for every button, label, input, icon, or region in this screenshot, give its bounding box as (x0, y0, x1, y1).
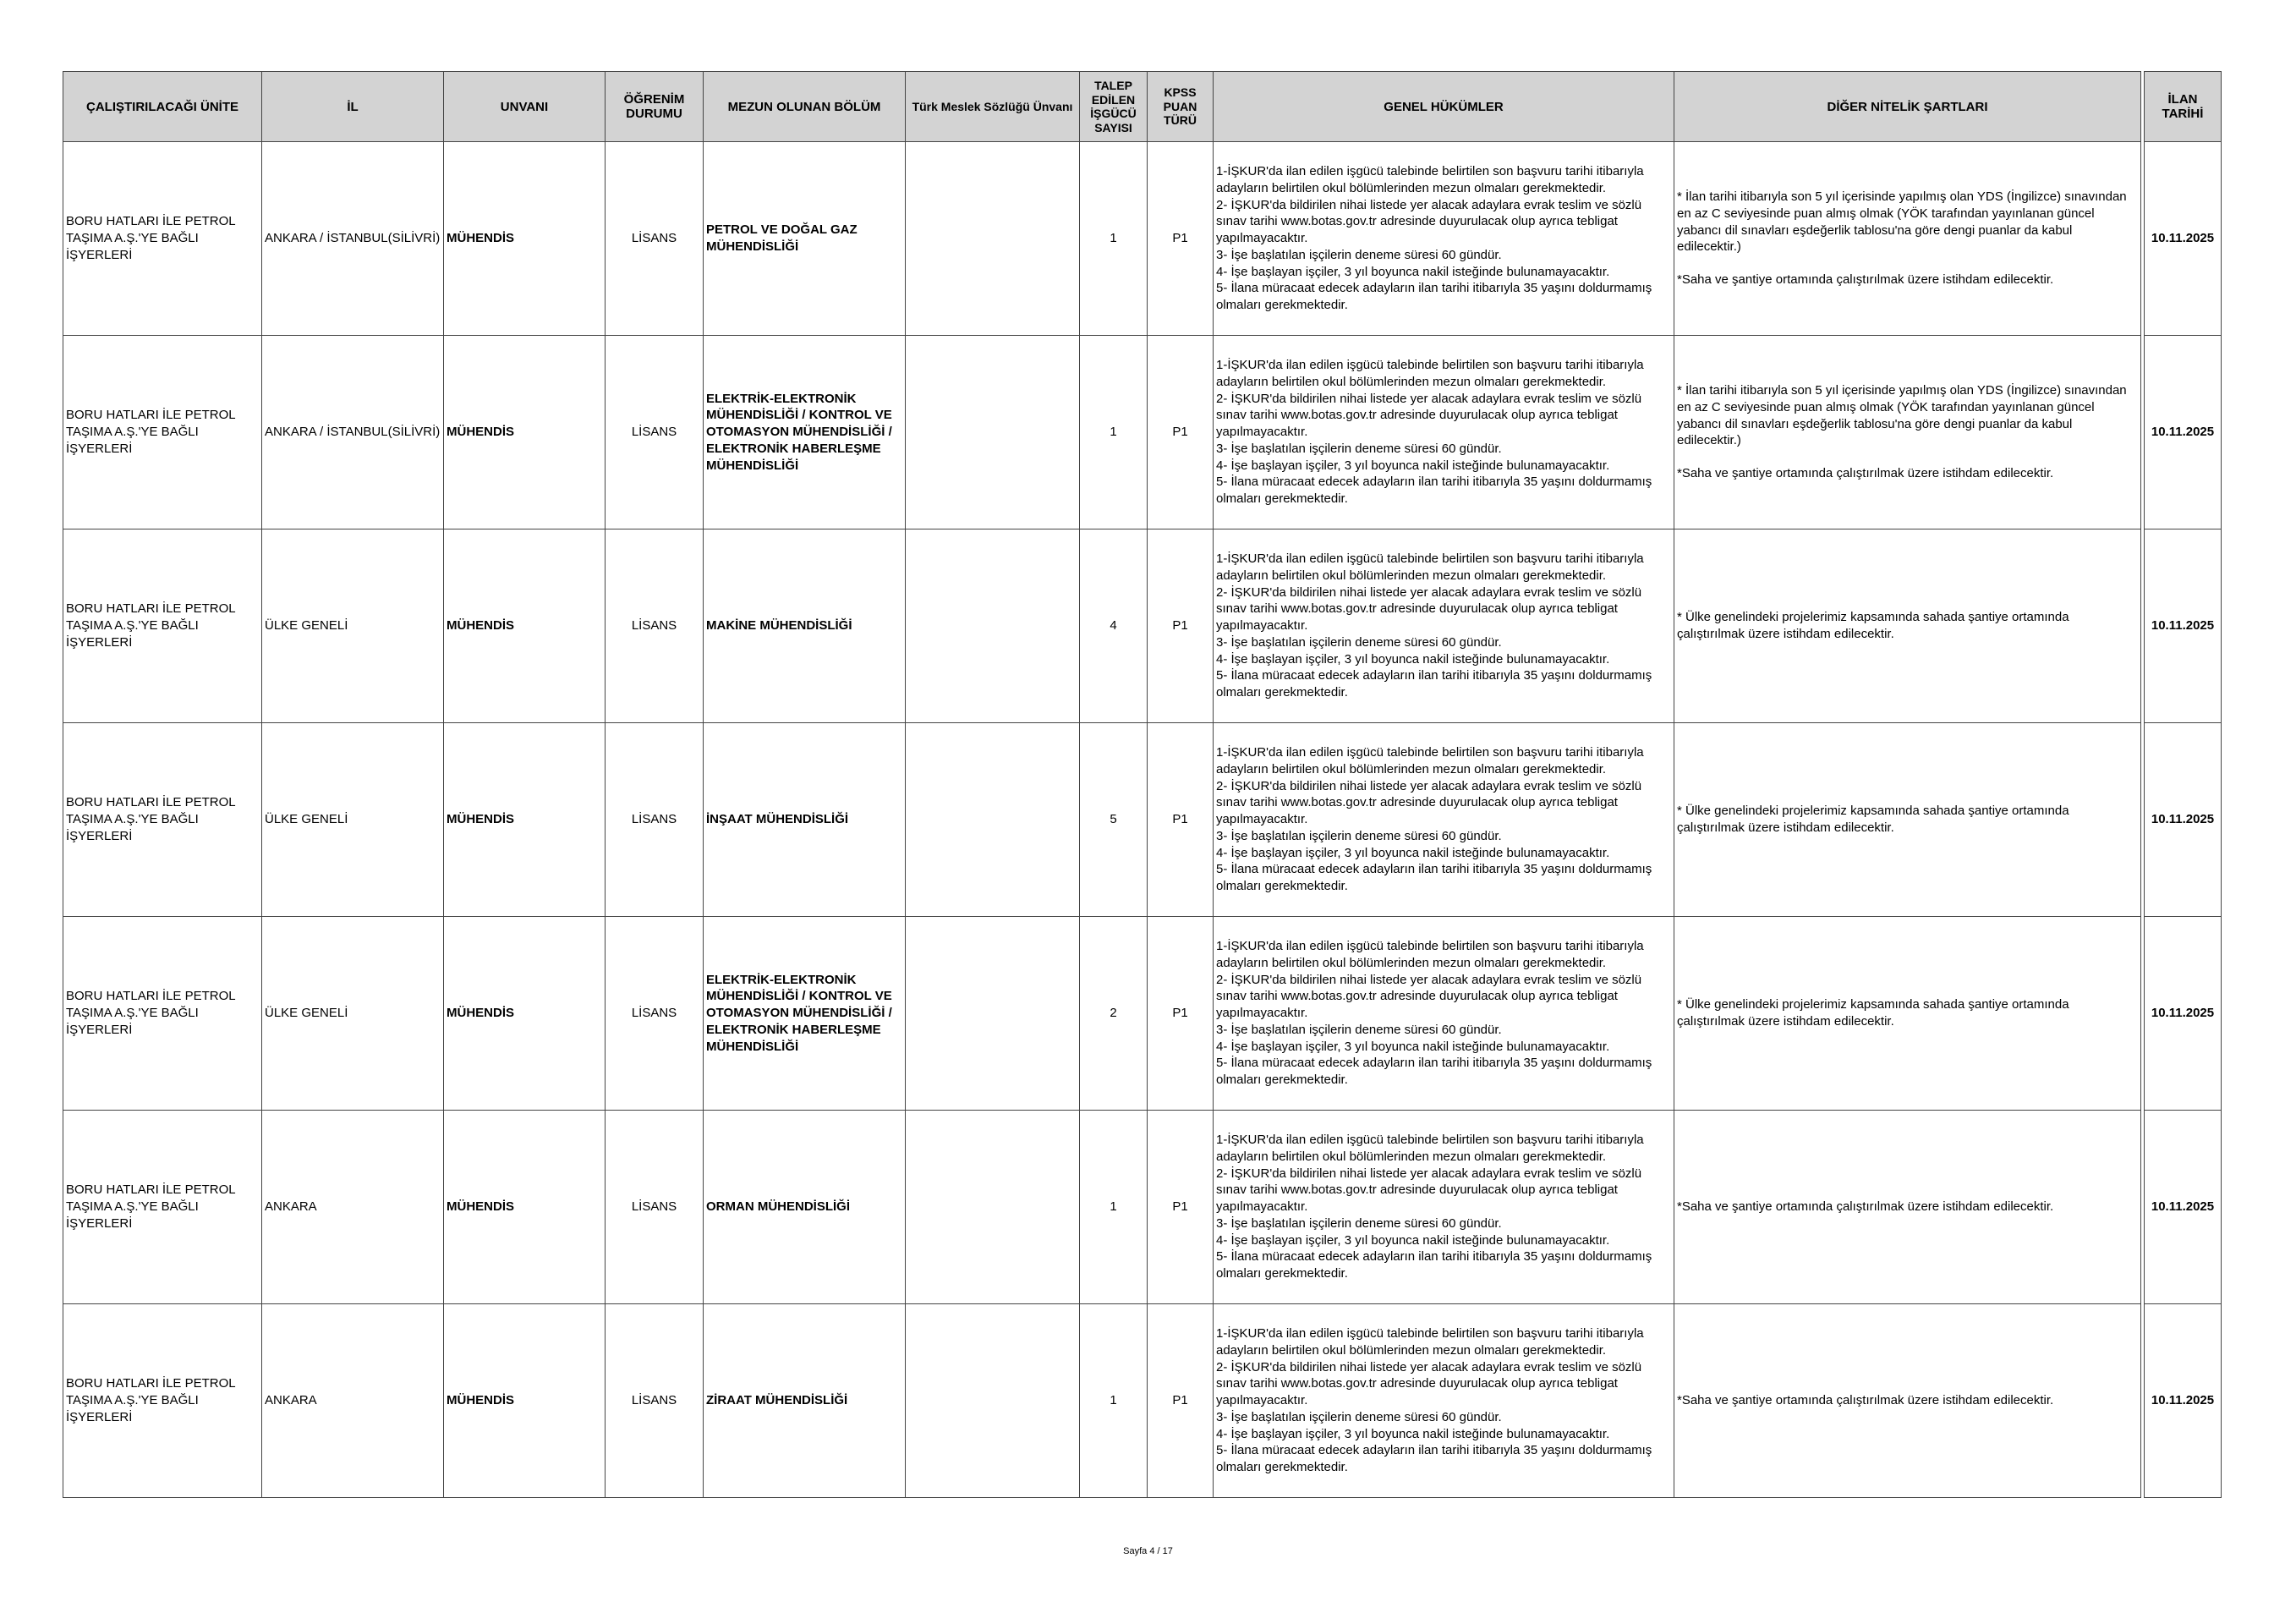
diger-nitelik-text: * Ülke genelindeki projelerimiz kapsamında sahada şantiye ortamında çalıştırılmak üzere istihdam edilecektir. (1677, 997, 2069, 1029)
talep-cell: 1 (1080, 336, 1148, 529)
ilan-tarihi-cell: 10.11.2025 (2145, 917, 2222, 1111)
ogrenim-cell: LİSANS (606, 529, 704, 723)
kpss-cell: P1 (1148, 917, 1214, 1111)
table-row (63, 142, 2222, 336)
il-cell: ÜLKE GENELİ (262, 529, 444, 723)
header-diger: DİĞER NİTELİK ŞARTLARI (1674, 72, 2141, 142)
diger-nitelik-text: * İlan tarihi itibarıyla son 5 yıl içerisinde yapılmış olan YDS (İngilizce) sınavından en az C seviyesinde puan almış olmak (YÖK tarafından yayınlanan güncel yabancı dil sınavları eşdeğerlik tablosu'na göre dengi puanlar da kabul edilecektir.) (1677, 189, 2127, 255)
unvani-cell: MÜHENDİS (444, 723, 606, 917)
ogrenim-cell: LİSANS (606, 917, 704, 1111)
diger-nitelik-text: * İlan tarihi itibarıyla son 5 yıl içerisinde yapılmış olan YDS (İngilizce) sınavından en az C seviyesinde puan almış olmak (YÖK tarafından yayınlanan güncel yabancı dil sınavları eşdeğerlik tablosu'na göre dengi puanlar da kabul edilecektir.) (1677, 383, 2127, 448)
ilan-tarihi-cell: 10.11.2025 (2145, 336, 2222, 529)
diger-nitelik-cell (1674, 723, 2141, 917)
page-number: Sayfa 4 / 17 (1123, 1546, 1173, 1556)
diger-nitelik-cell (1674, 336, 2141, 529)
unvani-cell: MÜHENDİS (444, 917, 606, 1111)
ogrenim-cell: LİSANS (606, 336, 704, 529)
unit-cell: BORU HATLARI İLE PETROL TAŞIMA A.Ş.'YE BAĞLI İŞYERLERİ (63, 917, 262, 1111)
talep-cell: 4 (1080, 529, 1148, 723)
genel-hukumler-text: 1-İŞKUR'da ilan edilen işgücü talebinde belirtilen son başvuru tarihi itibarıyla adayların belirtilen okul bölümlerinden mezun olmaları gerekmektedir. 2- İŞKUR'da bildirilen nihai listede yer alacak adaylara evrak teslim ve sözlü sınav tarihi www.botas.gov.tr adresinde duyurulacak olup ayrıca tebligat yapılmayacaktır. 3- İşe başlatılan işçilerin deneme süresi 60 gündür. 4- İşe başlayan işçiler, 3 yıl boyunca nakil isteğinde bulunamayacaktır. 5- İlana müracaat edecek adayların ilan tarihi itibarıyla 35 yaşını doldurmamış olmaları gerekmektedir. (1216, 1132, 1652, 1281)
bolum-cell: PETROL VE DOĞAL GAZ MÜHENDİSLİĞİ (704, 142, 906, 336)
kpss-cell: P1 (1148, 1111, 1214, 1304)
meslek-cell (906, 1304, 1080, 1498)
table-header-row (63, 72, 2222, 142)
kpss-cell: P1 (1148, 1304, 1214, 1498)
diger-nitelik-cell (1674, 1304, 2141, 1498)
bolum-cell: MAKİNE MÜHENDİSLİĞİ (704, 529, 906, 723)
ogrenim-cell: LİSANS (606, 142, 704, 336)
ilan-tarihi-cell: 10.11.2025 (2145, 142, 2222, 336)
genel-hukumler-text: 1-İŞKUR'da ilan edilen işgücü talebinde belirtilen son başvuru tarihi itibarıyla adayların belirtilen okul bölümlerinden mezun olmaları gerekmektedir. 2- İŞKUR'da bildirilen nihai listede yer alacak adaylara evrak teslim ve sözlü sınav tarihi www.botas.gov.tr adresinde duyurulacak olup ayrıca tebligat yapılmayacaktır. 3- İşe başlatılan işçilerin deneme süresi 60 gündür. 4- İşe başlayan işçiler, 3 yıl boyunca nakil isteğinde bulunamayacaktır. 5- İlana müracaat edecek adayların ilan tarihi itibarıyla 35 yaşını doldurmamış olmaları gerekmektedir. (1216, 744, 1652, 894)
genel-hukumler-cell (1214, 917, 1674, 1111)
header-unvani: UNVANI (444, 72, 606, 142)
genel-hukumler-cell (1214, 1111, 1674, 1304)
unit-cell: BORU HATLARI İLE PETROL TAŞIMA A.Ş.'YE BAĞLI İŞYERLERİ (63, 1304, 262, 1498)
bolum-cell: ELEKTRİK-ELEKTRONİK MÜHENDİSLİĞİ / KONTROL VE OTOMASYON MÜHENDİSLİĞİ / ELEKTRONİK HABERLEŞME MÜHENDİSLİĞİ (704, 917, 906, 1111)
il-cell: ANKARA (262, 1111, 444, 1304)
unvani-cell: MÜHENDİS (444, 336, 606, 529)
il-cell: ANKARA (262, 1304, 444, 1498)
meslek-cell (906, 142, 1080, 336)
talep-cell: 2 (1080, 917, 1148, 1111)
bolum-cell: İNŞAAT MÜHENDİSLİĞİ (704, 723, 906, 917)
unit-cell: BORU HATLARI İLE PETROL TAŞIMA A.Ş.'YE BAĞLI İŞYERLERİ (63, 142, 262, 336)
bolum-cell: ORMAN MÜHENDİSLİĞİ (704, 1111, 906, 1304)
bolum-cell: ZİRAAT MÜHENDİSLİĞİ (704, 1304, 906, 1498)
meslek-cell (906, 917, 1080, 1111)
header-meslek: Türk Meslek Sözlüğü Ünvanı (906, 72, 1080, 142)
talep-cell: 5 (1080, 723, 1148, 917)
diger-nitelik-cell (1674, 142, 2141, 336)
talep-cell: 1 (1080, 1304, 1148, 1498)
unvani-cell: MÜHENDİS (444, 529, 606, 723)
header-ogrenim: ÖĞRENİM DURUMU (606, 72, 704, 142)
table-row (63, 917, 2222, 1111)
header-bolum: MEZUN OLUNAN BÖLÜM (704, 72, 906, 142)
il-cell: ÜLKE GENELİ (262, 723, 444, 917)
table-row (63, 529, 2222, 723)
meslek-cell (906, 336, 1080, 529)
table-row (63, 1111, 2222, 1304)
header-il: İL (262, 72, 444, 142)
header-unit: ÇALIŞTIRILACAĞI ÜNİTE (63, 72, 262, 142)
ilan-tarihi-cell: 10.11.2025 (2145, 529, 2222, 723)
table-row (63, 723, 2222, 917)
unvani-cell: MÜHENDİS (444, 142, 606, 336)
kpss-cell: P1 (1148, 142, 1214, 336)
header-talep: TALEP EDİLEN İŞGÜCÜ SAYISI (1080, 72, 1148, 142)
genel-hukumler-cell (1214, 142, 1674, 336)
meslek-cell (906, 529, 1080, 723)
genel-hukumler-cell (1214, 336, 1674, 529)
genel-hukumler-cell (1214, 529, 1674, 723)
genel-hukumler-text: 1-İŞKUR'da ilan edilen işgücü talebinde belirtilen son başvuru tarihi itibarıyla adayların belirtilen okul bölümlerinden mezun olmaları gerekmektedir. 2- İŞKUR'da bildirilen nihai listede yer alacak adaylara evrak teslim ve sözlü sınav tarihi www.botas.gov.tr adresinde duyurulacak olup ayrıca tebligat yapılmayacaktır. 3- İşe başlatılan işçilerin deneme süresi 60 gündür. 4- İşe başlayan işçiler, 3 yıl boyunca nakil isteğinde bulunamayacaktır. 5- İlana müracaat edecek adayların ilan tarihi itibarıyla 35 yaşını doldurmamış olmaları gerekmektedir. (1216, 163, 1652, 313)
diger-nitelik-cell (1674, 529, 2141, 723)
il-cell: ANKARA / İSTANBUL(SİLİVRİ) (262, 142, 444, 336)
diger-nitelik-text: * Ülke genelindeki projelerimiz kapsamında sahada şantiye ortamında çalıştırılmak üzere istihdam edilecektir. (1677, 804, 2069, 835)
diger-nitelik-text: *Saha ve şantiye ortamında çalıştırılmak üzere istihdam edilecektir. (1677, 1393, 2054, 1408)
meslek-cell (906, 1111, 1080, 1304)
talep-cell: 1 (1080, 1111, 1148, 1304)
header-ilan: İLAN TARİHİ (2145, 72, 2222, 142)
diger-nitelik-cell (1674, 917, 2141, 1111)
genel-hukumler-cell (1214, 1304, 1674, 1498)
il-cell: ANKARA / İSTANBUL(SİLİVRİ) (262, 336, 444, 529)
table-row (63, 1304, 2222, 1498)
genel-hukumler-cell (1214, 723, 1674, 917)
genel-hukumler-text: 1-İŞKUR'da ilan edilen işgücü talebinde belirtilen son başvuru tarihi itibarıyla adayların belirtilen okul bölümlerinden mezun olmaları gerekmektedir. 2- İŞKUR'da bildirilen nihai listede yer alacak adaylara evrak teslim ve sözlü sınav tarihi www.botas.gov.tr adresinde duyurulacak olup ayrıca tebligat yapılmayacaktır. 3- İşe başlatılan işçilerin deneme süresi 60 gündür. 4- İşe başlayan işçiler, 3 yıl boyunca nakil isteğinde bulunamayacaktır. 5- İlana müracaat edecek adayların ilan tarihi itibarıyla 35 yaşını doldurmamış olmaları gerekmektedir. (1216, 357, 1652, 507)
ilan-tarihi-cell: 10.11.2025 (2145, 1111, 2222, 1304)
table-row (63, 336, 2222, 529)
diger-nitelik-text: * Ülke genelindeki projelerimiz kapsamında sahada şantiye ortamında çalıştırılmak üzere istihdam edilecektir. (1677, 610, 2069, 641)
talep-cell: 1 (1080, 142, 1148, 336)
il-cell: ÜLKE GENELİ (262, 917, 444, 1111)
ilan-tarihi-cell: 10.11.2025 (2145, 723, 2222, 917)
bolum-cell: ELEKTRİK-ELEKTRONİK MÜHENDİSLİĞİ / KONTROL VE OTOMASYON MÜHENDİSLİĞİ / ELEKTRONİK HABERLEŞME MÜHENDİSLİĞİ (704, 336, 906, 529)
diger-nitelik-text: *Saha ve şantiye ortamında çalıştırılmak üzere istihdam edilecektir. (1677, 1199, 2054, 1215)
unvani-cell: MÜHENDİS (444, 1304, 606, 1498)
unit-cell: BORU HATLARI İLE PETROL TAŞIMA A.Ş.'YE BAĞLI İŞYERLERİ (63, 1111, 262, 1304)
job-listing-table (63, 71, 2222, 1498)
header-genel: GENEL HÜKÜMLER (1214, 72, 1674, 142)
ogrenim-cell: LİSANS (606, 723, 704, 917)
unvani-cell: MÜHENDİS (444, 1111, 606, 1304)
unit-cell: BORU HATLARI İLE PETROL TAŞIMA A.Ş.'YE BAĞLI İŞYERLERİ (63, 723, 262, 917)
genel-hukumler-text: 1-İŞKUR'da ilan edilen işgücü talebinde belirtilen son başvuru tarihi itibarıyla adayların belirtilen okul bölümlerinden mezun olmaları gerekmektedir. 2- İŞKUR'da bildirilen nihai listede yer alacak adaylara evrak teslim ve sözlü sınav tarihi www.botas.gov.tr adresinde duyurulacak olup ayrıca tebligat yapılmayacaktır. 3- İşe başlatılan işçilerin deneme süresi 60 gündür. 4- İşe başlayan işçiler, 3 yıl boyunca nakil isteğinde bulunamayacaktır. 5- İlana müracaat edecek adayların ilan tarihi itibarıyla 35 yaşını doldurmamış olmaları gerekmektedir. (1216, 938, 1652, 1088)
ogrenim-cell: LİSANS (606, 1111, 704, 1304)
kpss-cell: P1 (1148, 336, 1214, 529)
header-kpss: KPSS PUAN TÜRÜ (1148, 72, 1214, 142)
genel-hukumler-text: 1-İŞKUR'da ilan edilen işgücü talebinde belirtilen son başvuru tarihi itibarıyla adayların belirtilen okul bölümlerinden mezun olmaları gerekmektedir. 2- İŞKUR'da bildirilen nihai listede yer alacak adaylara evrak teslim ve sözlü sınav tarihi www.botas.gov.tr adresinde duyurulacak olup ayrıca tebligat yapılmayacaktır. 3- İşe başlatılan işçilerin deneme süresi 60 gündür. 4- İşe başlayan işçiler, 3 yıl boyunca nakil isteğinde bulunamayacaktır. 5- İlana müracaat edecek adayların ilan tarihi itibarıyla 35 yaşını doldurmamış olmaları gerekmektedir. (1216, 551, 1652, 700)
meslek-cell (906, 723, 1080, 917)
genel-hukumler-text: 1-İŞKUR'da ilan edilen işgücü talebinde belirtilen son başvuru tarihi itibarıyla adayların belirtilen okul bölümlerinden mezun olmaları gerekmektedir. 2- İŞKUR'da bildirilen nihai listede yer alacak adaylara evrak teslim ve sözlü sınav tarihi www.botas.gov.tr adresinde duyurulacak olup ayrıca tebligat yapılmayacaktır. 3- İşe başlatılan işçilerin deneme süresi 60 gündür. 4- İşe başlayan işçiler, 3 yıl boyunca nakil isteğinde bulunamayacaktır. 5- İlana müracaat edecek adayların ilan tarihi itibarıyla 35 yaşını doldurmamış olmaları gerekmektedir. (1216, 1325, 1652, 1475)
unit-cell: BORU HATLARI İLE PETROL TAŞIMA A.Ş.'YE BAĞLI İŞYERLERİ (63, 529, 262, 723)
diger-nitelik-text-2: *Saha ve şantiye ortamında çalıştırılmak üzere istihdam edilecektir. (1677, 272, 2054, 288)
kpss-cell: P1 (1148, 529, 1214, 723)
ogrenim-cell: LİSANS (606, 1304, 704, 1498)
diger-nitelik-text-2: *Saha ve şantiye ortamında çalıştırılmak üzere istihdam edilecektir. (1677, 466, 2054, 481)
diger-nitelik-cell (1674, 1111, 2141, 1304)
kpss-cell: P1 (1148, 723, 1214, 917)
ilan-tarihi-cell: 10.11.2025 (2145, 1304, 2222, 1498)
unit-cell: BORU HATLARI İLE PETROL TAŞIMA A.Ş.'YE BAĞLI İŞYERLERİ (63, 336, 262, 529)
